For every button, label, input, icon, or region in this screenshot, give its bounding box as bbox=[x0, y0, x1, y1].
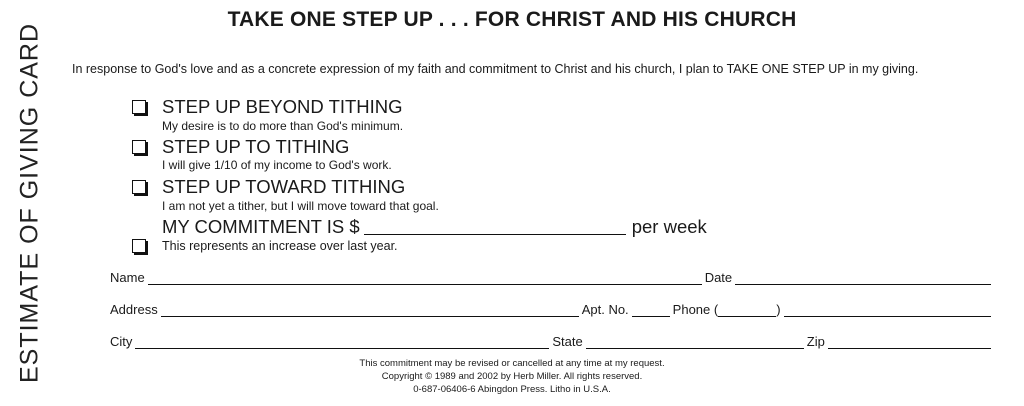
increase-label: This represents an increase over last year. bbox=[162, 239, 398, 253]
name-field[interactable] bbox=[148, 272, 702, 285]
address-field[interactable] bbox=[161, 304, 579, 317]
apt-label: Apt. No. bbox=[581, 302, 629, 317]
city-row bbox=[110, 334, 994, 349]
phone-area-code-field[interactable] bbox=[718, 304, 776, 317]
checkbox-beyond-tithing[interactable] bbox=[132, 100, 146, 114]
phone-field[interactable] bbox=[784, 304, 991, 317]
option-subtext: I will give 1/10 of my income to God's work. bbox=[162, 158, 392, 172]
side-label bbox=[10, 0, 50, 406]
option-subtext: I am not yet a tither, but I will move toward that goal. bbox=[162, 199, 439, 213]
city-field[interactable] bbox=[135, 336, 549, 349]
zip-field[interactable] bbox=[828, 336, 991, 349]
checkbox-to-tithing[interactable] bbox=[132, 140, 146, 154]
address-row bbox=[110, 302, 994, 317]
footer-publisher: 0-687-06406-6 Abingdon Press. Litho in U.S.A. bbox=[413, 384, 611, 395]
checkbox-increase[interactable] bbox=[132, 239, 146, 253]
intro-text: In response to God's love and as a concrete expression of my faith and commitment to Christ and his church, I plan to TAKE ONE STEP UP in my giving. bbox=[72, 62, 919, 76]
option-heading: STEP UP TO TITHING bbox=[162, 136, 350, 157]
name-date-row bbox=[110, 270, 994, 285]
footer-revision-note: This commitment may be revised or cancelled at any time at my request. bbox=[359, 358, 665, 369]
side-label-text: ESTIMATE OF GIVING CARD bbox=[15, 22, 44, 384]
date-label: Date bbox=[704, 270, 733, 285]
option-heading: STEP UP TOWARD TITHING bbox=[162, 176, 406, 197]
apt-field[interactable] bbox=[632, 304, 670, 317]
commitment-amount-field[interactable] bbox=[364, 218, 626, 235]
checkbox-toward-tithing[interactable] bbox=[132, 180, 146, 194]
footer-copyright: Copyright © 1989 and 2002 by Herb Miller. All rights reserved. bbox=[381, 371, 643, 382]
date-field[interactable] bbox=[735, 272, 991, 285]
card-title: TAKE ONE STEP UP . . . FOR CHRIST AND HIS CHURCH bbox=[227, 8, 797, 31]
zip-label: Zip bbox=[806, 334, 825, 349]
option-subtext: My desire is to do more than God's minimum. bbox=[162, 119, 404, 133]
state-label: State bbox=[552, 334, 583, 349]
commitment-suffix: per week bbox=[631, 216, 707, 237]
name-label: Name bbox=[110, 270, 145, 285]
phone-close-paren: ) bbox=[776, 302, 781, 317]
address-label: Address bbox=[110, 302, 158, 317]
phone-label: Phone ( bbox=[672, 302, 719, 317]
city-label: City bbox=[110, 334, 133, 349]
option-heading: STEP UP BEYOND TITHING bbox=[162, 96, 403, 117]
state-field[interactable] bbox=[586, 336, 804, 349]
commitment-row bbox=[162, 216, 707, 238]
commitment-label: MY COMMITMENT IS $ bbox=[162, 216, 360, 237]
